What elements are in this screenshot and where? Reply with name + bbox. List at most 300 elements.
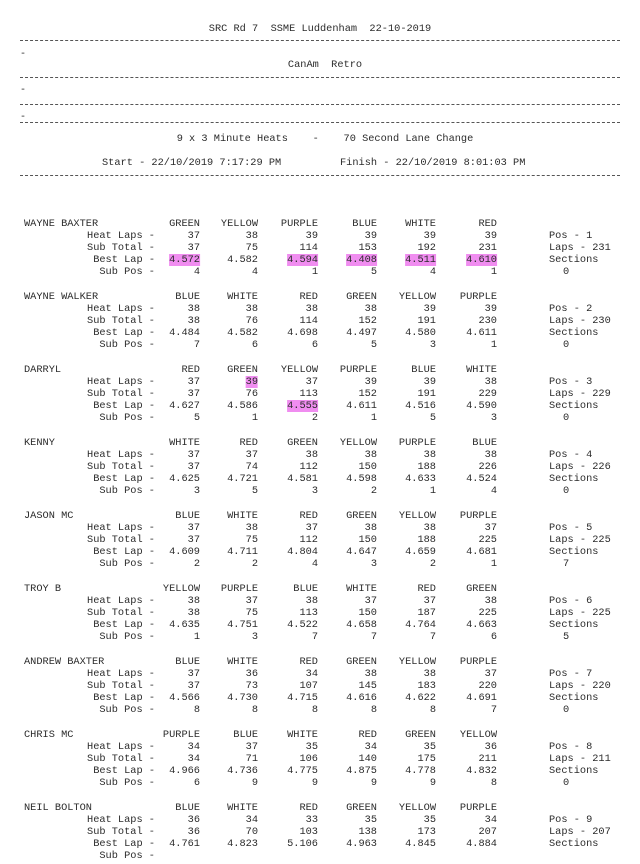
- heat-laps-value: 34: [305, 668, 318, 680]
- sub-pos-value: 1: [490, 339, 497, 351]
- sub-pos-value: 2: [193, 558, 200, 570]
- sub-total-value: 112: [299, 461, 318, 473]
- sub-total-value: 229: [478, 388, 497, 400]
- dash-mark: -: [20, 112, 27, 123]
- sub-pos-value: 5: [370, 339, 377, 351]
- heat-laps-value: 37: [187, 668, 200, 680]
- row-label: Best Lap -: [93, 473, 155, 485]
- sub-pos-value: 7: [193, 339, 200, 351]
- row-label: Sub Total -: [87, 753, 155, 765]
- heat-laps-value: 37: [484, 522, 497, 534]
- lane-color: RED: [181, 364, 200, 376]
- race-format: 9 x 3 Minute Heats - 70 Second Lane Change: [176, 133, 474, 145]
- lane-color: PURPLE: [459, 291, 497, 303]
- sub-pos-value: 5: [370, 266, 377, 278]
- best-lap-value: 4.778: [405, 765, 436, 777]
- heat-laps-value: 38: [305, 595, 318, 607]
- lane-color: YELLOW: [398, 510, 436, 522]
- lane-color: BLUE: [175, 291, 200, 303]
- sub-total-value: 188: [417, 461, 436, 473]
- heat-laps-value: 38: [484, 595, 497, 607]
- sections-label: Sections: [549, 254, 599, 266]
- sections-label: Sections: [549, 546, 599, 558]
- lane-color: WHITE: [227, 802, 258, 814]
- total-laps: Laps - 211: [549, 753, 611, 765]
- finish-time: Finish - 22/10/2019 8:01:03 PM: [340, 157, 526, 169]
- row-label: Best Lap -: [93, 838, 155, 850]
- lane-color: YELLOW: [220, 218, 258, 230]
- lane-color: RED: [299, 656, 318, 668]
- heat-laps-value: 39: [364, 376, 377, 388]
- driver-name: DARRYL: [24, 364, 62, 376]
- best-lap-value: 4.721: [227, 473, 258, 485]
- heat-laps-value: 35: [305, 741, 318, 753]
- row-label: Sub Pos -: [99, 850, 155, 862]
- lane-color: WHITE: [227, 510, 258, 522]
- sub-pos-value: 3: [490, 412, 497, 424]
- heat-laps-value: 37: [187, 522, 200, 534]
- lane-color: BLUE: [175, 656, 200, 668]
- best-lap-value: 4.966: [169, 765, 200, 777]
- total-laps: Laps - 225: [549, 534, 611, 546]
- lane-color: RED: [299, 802, 318, 814]
- best-lap-value: 4.751: [227, 619, 258, 631]
- best-lap-value: 4.832: [466, 765, 497, 777]
- row-label: Best Lap -: [93, 400, 155, 412]
- report-title: SRC Rd 7 SSME Luddenham 22-10-2019: [208, 23, 432, 35]
- sub-total-value: 191: [417, 315, 436, 327]
- divider: [20, 175, 620, 176]
- heat-laps-value: 39: [364, 230, 377, 242]
- sub-total-value: 74: [245, 461, 258, 473]
- sub-total-value: 37: [187, 242, 200, 254]
- best-lap-value: 4.598: [346, 473, 377, 485]
- sections-label: Sections: [549, 327, 599, 339]
- heat-laps-value: 39: [484, 303, 497, 315]
- sub-pos-value: 2: [429, 558, 436, 570]
- row-label: Best Lap -: [93, 619, 155, 631]
- heat-laps-value: 34: [484, 814, 497, 826]
- best-lap-value: 4.736: [227, 765, 258, 777]
- heat-laps-value: 39: [423, 303, 436, 315]
- total-laps: Laps - 230: [549, 315, 611, 327]
- sub-total-value: 38: [187, 315, 200, 327]
- sub-pos-value: 7: [311, 631, 318, 643]
- row-label: Heat Laps -: [87, 522, 155, 534]
- row-label: Sub Total -: [87, 461, 155, 473]
- heat-laps-value: 38: [364, 668, 377, 680]
- sub-total-value: 187: [417, 607, 436, 619]
- lane-color: PURPLE: [459, 656, 497, 668]
- driver-name: TROY B: [24, 583, 62, 595]
- row-label: Sub Total -: [87, 607, 155, 619]
- sub-total-value: 188: [417, 534, 436, 546]
- lane-color: PURPLE: [162, 729, 200, 741]
- row-label: Sub Pos -: [99, 704, 155, 716]
- heat-laps-value: 37: [187, 376, 200, 388]
- sub-total-value: 226: [478, 461, 497, 473]
- best-lap-value: 4.627: [169, 400, 200, 412]
- sub-total-value: 34: [187, 753, 200, 765]
- sub-pos-value: 9: [251, 777, 258, 789]
- heat-laps-value: 37: [484, 668, 497, 680]
- best-lap-value: 4.566: [169, 692, 200, 704]
- sub-pos-value: 7: [429, 631, 436, 643]
- lane-color: WHITE: [169, 437, 200, 449]
- best-lap-value: 4.691: [466, 692, 497, 704]
- sub-total-value: 191: [417, 388, 436, 400]
- driver-name: ANDREW BAXTER: [24, 656, 105, 668]
- lane-color: GREEN: [287, 437, 318, 449]
- sub-total-value: 113: [299, 607, 318, 619]
- row-label: Best Lap -: [93, 692, 155, 704]
- sub-pos-value: 1: [193, 631, 200, 643]
- heat-laps-value: 38: [245, 522, 258, 534]
- sub-pos-value: 9: [311, 777, 318, 789]
- lane-color: YELLOW: [459, 729, 497, 741]
- heat-laps-value: 38: [187, 595, 200, 607]
- lane-color: BLUE: [411, 364, 436, 376]
- lane-color: WHITE: [405, 218, 436, 230]
- sub-pos-value: 5: [193, 412, 200, 424]
- lane-color: BLUE: [175, 802, 200, 814]
- row-label: Sub Total -: [87, 534, 155, 546]
- heat-laps-value: 35: [423, 741, 436, 753]
- row-label: Sub Total -: [87, 826, 155, 838]
- best-lap-value: 4.823: [227, 838, 258, 850]
- position: Pos - 6: [549, 595, 593, 607]
- lane-color: PURPLE: [280, 218, 318, 230]
- total-laps: Laps - 231: [549, 242, 611, 254]
- heat-laps-value: 34: [187, 741, 200, 753]
- heat-laps-value: 38: [187, 303, 200, 315]
- heat-laps-value: 37: [187, 449, 200, 461]
- best-lap-value: 4.764: [405, 619, 436, 631]
- lane-color: WHITE: [227, 291, 258, 303]
- row-label: Heat Laps -: [87, 376, 155, 388]
- best-lap-value: 4.633: [405, 473, 436, 485]
- sections-value: 5: [563, 631, 570, 643]
- row-label: Best Lap -: [93, 765, 155, 777]
- best-lap-value: 4.497: [346, 327, 377, 339]
- best-lap-value: 4.681: [466, 546, 497, 558]
- row-label: Heat Laps -: [87, 668, 155, 680]
- sub-pos-value: 4: [429, 266, 436, 278]
- row-label: Best Lap -: [93, 327, 155, 339]
- lane-color: YELLOW: [162, 583, 200, 595]
- heat-laps-value: 38: [364, 303, 377, 315]
- best-lap-value: 5.106: [287, 838, 318, 850]
- lane-color: GREEN: [466, 583, 497, 595]
- sub-total-value: 76: [245, 388, 258, 400]
- sub-total-value: 106: [299, 753, 318, 765]
- best-lap-value: 4.555: [287, 400, 318, 412]
- position: Pos - 3: [549, 376, 593, 388]
- sub-total-value: 153: [358, 242, 377, 254]
- row-label: Sub Total -: [87, 242, 155, 254]
- sub-total-value: 75: [245, 242, 258, 254]
- lane-color: BLUE: [352, 218, 377, 230]
- row-label: Heat Laps -: [87, 814, 155, 826]
- sections-value: 0: [563, 266, 570, 278]
- driver-name: JASON MC: [24, 510, 74, 522]
- class-name: CanAm Retro: [287, 59, 363, 71]
- total-laps: Laps - 229: [549, 388, 611, 400]
- lane-color: GREEN: [346, 510, 377, 522]
- sub-total-value: 103: [299, 826, 318, 838]
- best-lap-value: 4.622: [405, 692, 436, 704]
- position: Pos - 1: [549, 230, 593, 242]
- sub-pos-value: 5: [251, 485, 258, 497]
- sub-total-value: 76: [245, 315, 258, 327]
- sections-value: 0: [563, 777, 570, 789]
- heat-laps-value: 39: [245, 376, 258, 388]
- divider: [20, 122, 620, 123]
- sub-total-value: 73: [245, 680, 258, 692]
- sub-pos-value: 1: [490, 266, 497, 278]
- row-label: Sub Pos -: [99, 631, 155, 643]
- best-lap-value: 4.884: [466, 838, 497, 850]
- position: Pos - 2: [549, 303, 593, 315]
- lane-color: RED: [299, 510, 318, 522]
- sub-pos-value: 1: [251, 412, 258, 424]
- sub-pos-value: 9: [429, 777, 436, 789]
- sub-total-value: 150: [358, 607, 377, 619]
- total-laps: Laps - 226: [549, 461, 611, 473]
- best-lap-value: 4.804: [287, 546, 318, 558]
- position: Pos - 9: [549, 814, 593, 826]
- sub-total-value: 37: [187, 461, 200, 473]
- lane-color: WHITE: [466, 364, 497, 376]
- lane-color: PURPLE: [339, 364, 377, 376]
- lane-color: YELLOW: [280, 364, 318, 376]
- lane-color: YELLOW: [398, 802, 436, 814]
- row-label: Sub Pos -: [99, 266, 155, 278]
- lane-color: BLUE: [293, 583, 318, 595]
- heat-laps-value: 38: [484, 449, 497, 461]
- sub-pos-value: 4: [193, 266, 200, 278]
- sub-pos-value: 8: [370, 704, 377, 716]
- row-label: Best Lap -: [93, 254, 155, 266]
- heat-laps-value: 36: [187, 814, 200, 826]
- driver-name: WAYNE BAXTER: [24, 218, 99, 230]
- sub-pos-value: 3: [370, 558, 377, 570]
- heat-laps-value: 37: [305, 376, 318, 388]
- heat-laps-value: 38: [305, 303, 318, 315]
- best-lap-value: 4.647: [346, 546, 377, 558]
- best-lap-value: 4.581: [287, 473, 318, 485]
- best-lap-value: 4.761: [169, 838, 200, 850]
- sub-total-value: 71: [245, 753, 258, 765]
- divider: [20, 40, 620, 41]
- driver-name: WAYNE WALKER: [24, 291, 99, 303]
- sub-pos-value: 6: [193, 777, 200, 789]
- lane-color: RED: [358, 729, 377, 741]
- best-lap-value: 4.511: [405, 254, 436, 266]
- lane-color: PURPLE: [220, 583, 258, 595]
- sub-pos-value: 9: [370, 777, 377, 789]
- sub-total-value: 75: [245, 534, 258, 546]
- lane-color: YELLOW: [398, 656, 436, 668]
- row-label: Best Lap -: [93, 546, 155, 558]
- sub-total-value: 225: [478, 607, 497, 619]
- sub-total-value: 107: [299, 680, 318, 692]
- sections-value: 0: [563, 339, 570, 351]
- sections-label: Sections: [549, 765, 599, 777]
- sub-total-value: 150: [358, 461, 377, 473]
- sub-total-value: 37: [187, 388, 200, 400]
- heat-laps-value: 38: [423, 449, 436, 461]
- sub-pos-value: 3: [429, 339, 436, 351]
- best-lap-value: 4.611: [466, 327, 497, 339]
- heat-laps-value: 37: [187, 230, 200, 242]
- best-lap-value: 4.698: [287, 327, 318, 339]
- dash-mark: -: [20, 49, 27, 60]
- best-lap-value: 4.582: [227, 254, 258, 266]
- heat-laps-value: 38: [305, 449, 318, 461]
- heat-laps-value: 39: [423, 230, 436, 242]
- row-label: Sub Total -: [87, 315, 155, 327]
- row-label: Heat Laps -: [87, 230, 155, 242]
- sub-total-value: 114: [299, 315, 318, 327]
- sub-total-value: 150: [358, 534, 377, 546]
- best-lap-value: 4.610: [466, 254, 497, 266]
- row-label: Sub Pos -: [99, 339, 155, 351]
- heat-laps-value: 39: [305, 230, 318, 242]
- heat-laps-value: 37: [364, 595, 377, 607]
- lane-color: GREEN: [405, 729, 436, 741]
- best-lap-value: 4.586: [227, 400, 258, 412]
- best-lap-value: 4.845: [405, 838, 436, 850]
- heat-laps-value: 39: [484, 230, 497, 242]
- best-lap-value: 4.625: [169, 473, 200, 485]
- heat-laps-value: 38: [484, 376, 497, 388]
- best-lap-value: 4.775: [287, 765, 318, 777]
- best-lap-value: 4.715: [287, 692, 318, 704]
- sub-pos-value: 5: [429, 412, 436, 424]
- best-lap-value: 4.484: [169, 327, 200, 339]
- lane-color: GREEN: [169, 218, 200, 230]
- sub-total-value: 140: [358, 753, 377, 765]
- sub-pos-value: 1: [311, 266, 318, 278]
- sub-total-value: 220: [478, 680, 497, 692]
- heat-laps-value: 38: [423, 668, 436, 680]
- sub-pos-value: 3: [311, 485, 318, 497]
- heat-laps-value: 36: [245, 668, 258, 680]
- lane-color: RED: [239, 437, 258, 449]
- heat-laps-value: 34: [364, 741, 377, 753]
- heat-laps-value: 38: [364, 522, 377, 534]
- sub-total-value: 38: [187, 607, 200, 619]
- heat-laps-value: 37: [245, 449, 258, 461]
- position: Pos - 7: [549, 668, 593, 680]
- sections-label: Sections: [549, 400, 599, 412]
- best-lap-value: 4.516: [405, 400, 436, 412]
- heat-laps-value: 37: [305, 522, 318, 534]
- sub-total-value: 36: [187, 826, 200, 838]
- lane-color: GREEN: [346, 656, 377, 668]
- best-lap-value: 4.408: [346, 254, 377, 266]
- total-laps: Laps - 207: [549, 826, 611, 838]
- sub-total-value: 231: [478, 242, 497, 254]
- heat-laps-value: 34: [245, 814, 258, 826]
- sub-pos-value: 6: [251, 339, 258, 351]
- driver-name: KENNY: [24, 437, 55, 449]
- position: Pos - 4: [549, 449, 593, 461]
- lane-color: PURPLE: [459, 802, 497, 814]
- sub-total-value: 175: [417, 753, 436, 765]
- lane-color: GREEN: [346, 802, 377, 814]
- lane-color: YELLOW: [398, 291, 436, 303]
- best-lap-value: 4.590: [466, 400, 497, 412]
- sub-total-value: 183: [417, 680, 436, 692]
- lane-color: GREEN: [346, 291, 377, 303]
- sub-pos-value: 8: [311, 704, 318, 716]
- best-lap-value: 4.572: [169, 254, 200, 266]
- sub-pos-value: 2: [311, 412, 318, 424]
- sub-pos-value: 3: [251, 631, 258, 643]
- heat-laps-value: 36: [484, 741, 497, 753]
- sections-label: Sections: [549, 692, 599, 704]
- lane-color: WHITE: [346, 583, 377, 595]
- divider: [20, 77, 620, 78]
- sub-pos-value: 1: [429, 485, 436, 497]
- driver-name: CHRIS MC: [24, 729, 74, 741]
- best-lap-value: 4.875: [346, 765, 377, 777]
- lane-color: WHITE: [227, 656, 258, 668]
- lane-color: BLUE: [175, 510, 200, 522]
- sub-pos-value: 4: [490, 485, 497, 497]
- sub-total-value: 70: [245, 826, 258, 838]
- sections-label: Sections: [549, 838, 599, 850]
- sub-pos-value: 8: [490, 777, 497, 789]
- row-label: Sub Total -: [87, 680, 155, 692]
- sub-pos-value: 6: [311, 339, 318, 351]
- driver-name: NEIL BOLTON: [24, 802, 92, 814]
- heat-laps-value: 33: [305, 814, 318, 826]
- sections-label: Sections: [549, 619, 599, 631]
- sections-label: Sections: [549, 473, 599, 485]
- position: Pos - 8: [549, 741, 593, 753]
- lane-color: RED: [417, 583, 436, 595]
- sub-total-value: 75: [245, 607, 258, 619]
- best-lap-value: 4.580: [405, 327, 436, 339]
- sections-value: 0: [563, 704, 570, 716]
- sub-total-value: 173: [417, 826, 436, 838]
- row-label: Sub Pos -: [99, 412, 155, 424]
- divider: [20, 104, 620, 105]
- position: Pos - 5: [549, 522, 593, 534]
- lane-color: RED: [478, 218, 497, 230]
- heat-laps-value: 35: [423, 814, 436, 826]
- sub-total-value: 112: [299, 534, 318, 546]
- best-lap-value: 4.659: [405, 546, 436, 558]
- sub-total-value: 37: [187, 680, 200, 692]
- lane-color: RED: [299, 291, 318, 303]
- sections-value: 0: [563, 412, 570, 424]
- best-lap-value: 4.963: [346, 838, 377, 850]
- best-lap-value: 4.663: [466, 619, 497, 631]
- sub-total-value: 225: [478, 534, 497, 546]
- sub-pos-value: 2: [370, 485, 377, 497]
- sub-pos-value: 8: [193, 704, 200, 716]
- heat-laps-value: 37: [423, 595, 436, 607]
- best-lap-value: 4.522: [287, 619, 318, 631]
- sub-pos-value: 7: [370, 631, 377, 643]
- best-lap-value: 4.524: [466, 473, 497, 485]
- sub-total-value: 138: [358, 826, 377, 838]
- heat-laps-value: 38: [245, 230, 258, 242]
